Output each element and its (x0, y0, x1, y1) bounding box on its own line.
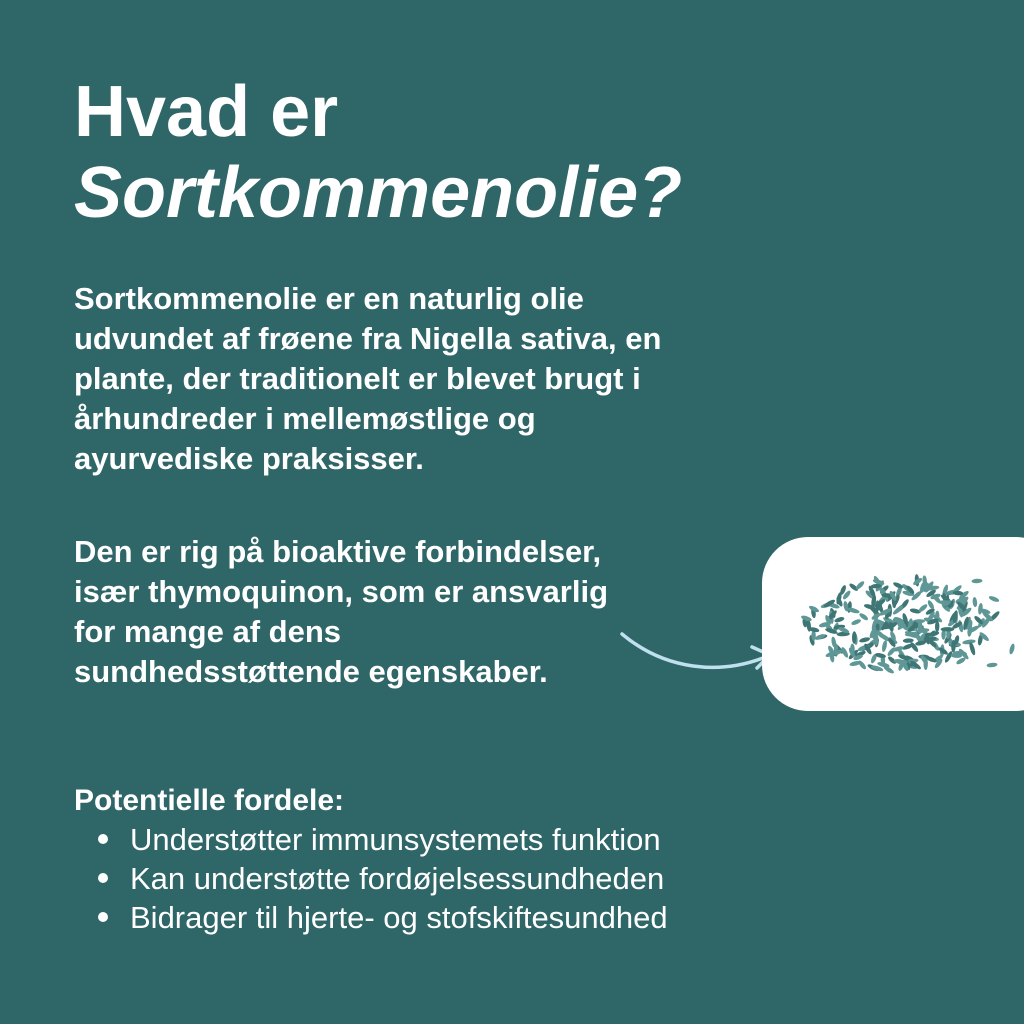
benefits-heading: Potentielle fordele: (74, 784, 345, 817)
seed (972, 597, 977, 608)
seed (941, 627, 955, 631)
benefit-text: Understøtter immunsystemets funktion (130, 822, 661, 857)
benefit-item (96, 820, 668, 859)
seed (927, 599, 936, 610)
seed (971, 579, 982, 584)
seed (962, 639, 976, 645)
bullet-icon (98, 873, 108, 883)
benefit-item (96, 859, 668, 898)
bullet-icon (98, 834, 108, 844)
compounds-paragraph: Den er rig på bioaktive forbindelser, især thymoquinon, som er ansvarlig for mange af dens sundhedsstøttende egenskaber. (74, 534, 609, 689)
seed (903, 638, 914, 643)
benefit-text: Bidrager til hjerte- og stofskiftesundhed (130, 900, 668, 935)
seed (886, 646, 897, 657)
seed (1008, 643, 1015, 655)
seed (859, 636, 871, 643)
seed (986, 662, 997, 668)
bullet-icon (98, 912, 108, 922)
benefits-list (96, 820, 668, 937)
seed (881, 640, 888, 653)
title-line-1: Hvad er (74, 72, 339, 152)
nigella-seeds-image (762, 537, 1024, 711)
curved-arrow-icon (610, 620, 780, 690)
seed (834, 616, 845, 623)
seed (988, 595, 1000, 603)
benefit-text: Kan understøtte fordøjelsessundheden (130, 861, 665, 896)
benefit-item (96, 898, 668, 937)
title-line-2: Sortkommenolie? (74, 153, 683, 233)
seed (857, 659, 867, 670)
seed (850, 618, 861, 626)
seed (855, 580, 866, 591)
seed (814, 633, 826, 641)
intro-paragraph: Sortkommenolie er en naturlig olie udvundet af frøene fra Nigella sativa, en plante, der traditionelt er blevet brugt i århundreder i mellemøstlige og ayurvediske praksisser. (74, 281, 662, 476)
seed-image-card (762, 537, 1024, 711)
